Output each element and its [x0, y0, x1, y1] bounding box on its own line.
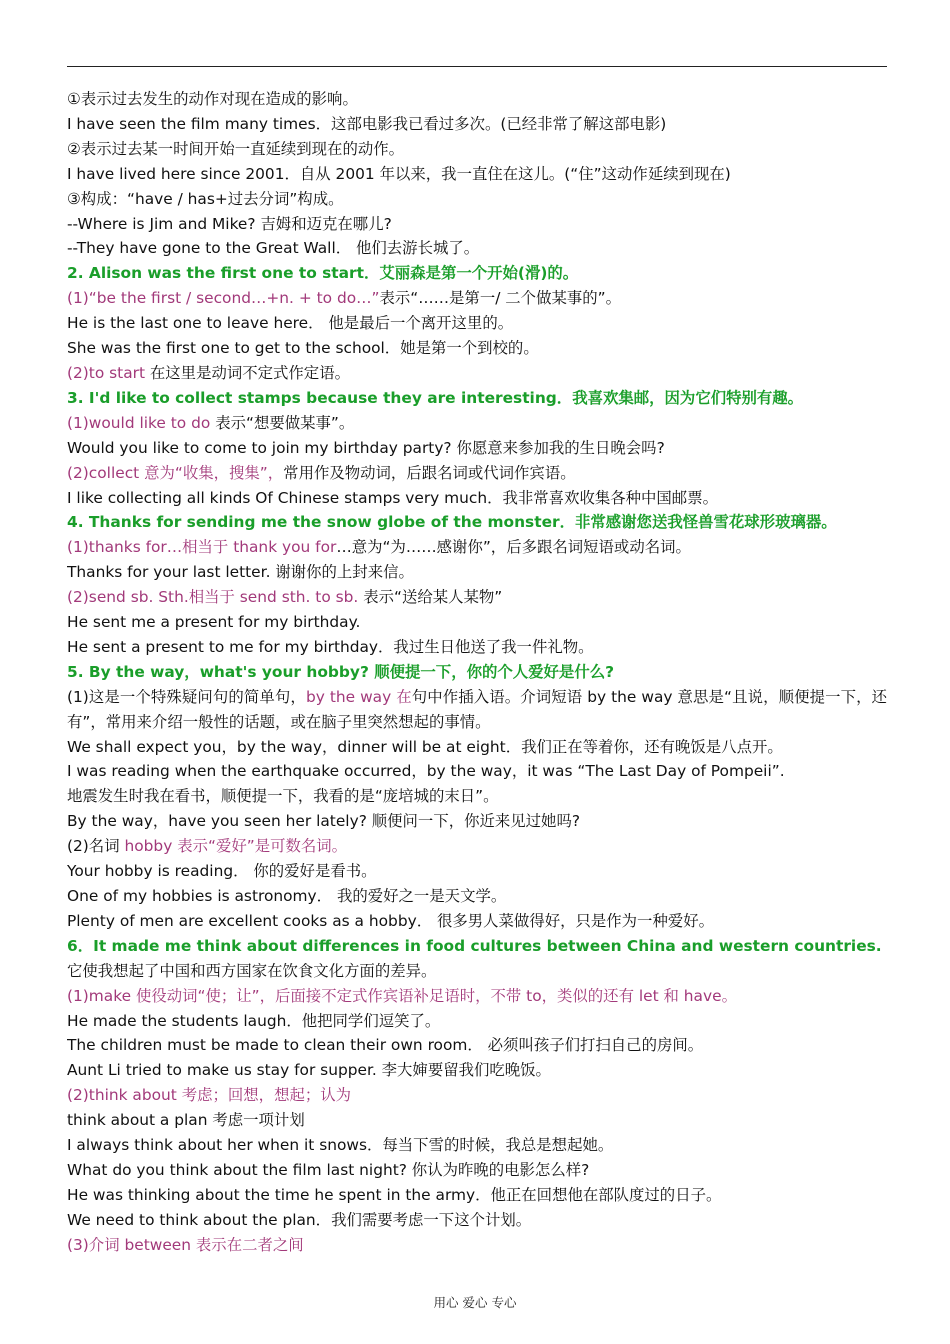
text-segment: The children must be made to clean their own room． 必须叫孩子们打扫自己的房间。	[67, 1036, 704, 1055]
text-line	[67, 1233, 887, 1258]
text-line	[67, 187, 887, 212]
text-segment: 5. By the way，what's your hobby? 顺便提一下，你的个人爱好是什么?	[67, 662, 615, 681]
text-line	[67, 336, 887, 361]
text-line	[67, 486, 887, 511]
text-line	[67, 236, 887, 261]
text-line	[67, 585, 887, 610]
text-line	[67, 784, 887, 809]
text-segment: Aunt Li tried to make us stay for supper. 李大婶要留我们吃晚饭。	[67, 1061, 551, 1080]
text-line	[67, 834, 887, 859]
text-segment: (1)thanks for…相当于 thank you for	[67, 538, 337, 557]
text-line	[67, 984, 887, 1009]
text-line	[67, 685, 887, 735]
text-segment: 表示“送给某人某物”	[358, 588, 503, 607]
text-line	[67, 635, 887, 660]
text-line	[67, 361, 887, 386]
text-segment: He sent a present to me for my birthday．我过生日他送了我一件礼物。	[67, 637, 594, 656]
text-segment: (2)collect 意为“收集，搜集”，	[67, 463, 284, 482]
text-segment: (1)这是一个特殊疑问句的简单句，	[67, 687, 306, 706]
text-line	[67, 1009, 887, 1034]
text-line	[67, 212, 887, 237]
text-segment: I always think about her when it snows．每当下雪的时候，我总是想起她。	[67, 1136, 614, 1155]
text-segment: He was thinking about the time he spent in the army．他正在回想他在部队度过的日子。	[67, 1185, 722, 1204]
text-segment: …意为“为……感谢你”，后多跟名词短语或动名词。	[336, 538, 691, 557]
text-line	[67, 461, 887, 486]
text-line	[67, 1208, 887, 1233]
text-segment: hobby 表示“爱好”是可数名词。	[124, 837, 348, 856]
text-segment: (2)to start	[67, 363, 145, 382]
text-line	[67, 759, 887, 784]
text-line	[67, 660, 887, 685]
text-line	[67, 162, 887, 187]
text-line	[67, 137, 887, 162]
text-line	[67, 959, 887, 984]
text-segment: ①表示过去发生的动作对现在造成的影响。	[67, 90, 358, 108]
text-segment: think about a plan 考虑一项计划	[67, 1111, 305, 1130]
text-segment: Your hobby is reading． 你的爱好是看书。	[67, 862, 377, 881]
text-segment: 它使我想起了中国和西方国家在饮食文化方面的差异。	[67, 961, 437, 980]
text-segment: He sent me a present for my birthday.	[67, 613, 361, 632]
text-line	[67, 261, 887, 286]
text-segment: I have seen the film many times．这部电影我已看过多次。(已经非常了解这部电影)	[67, 114, 667, 133]
text-segment: I was reading when the earthquake occurred，by the way，it was “The Last Day of Pompeii”.	[67, 762, 785, 781]
text-segment: By the way，have you seen her lately? 顺便问一下，你近来见过她吗?	[67, 812, 581, 831]
text-segment: 在这里是动词不定式作定语。	[145, 363, 350, 382]
text-segment: What do you think about the film last night? 你认为昨晚的电影怎么样?	[67, 1160, 590, 1179]
document-body	[67, 87, 887, 1258]
text-segment: 地震发生时我在看书，顺便提一下，我看的是“庞培城的末日”。	[67, 787, 499, 806]
text-segment: Plenty of men are excellent cooks as a hobby． 很多男人菜做得好，只是作为一种爱好。	[67, 911, 715, 930]
text-line	[67, 411, 887, 436]
text-line	[67, 809, 887, 834]
text-segment: (2)think about 考虑；回想，想起；认为	[67, 1086, 352, 1105]
text-segment: ③构成：“have / has+过去分词”构成。	[67, 189, 344, 208]
text-segment: (1)“be the first / second…+n. + to do…”	[67, 289, 380, 308]
text-segment: He made the students laugh．他把同学们逗笑了。	[67, 1011, 441, 1030]
text-line	[67, 1183, 887, 1208]
text-segment: by the way 在	[305, 687, 412, 706]
text-line	[67, 859, 887, 884]
text-segment: He is the last one to leave here． 他是最后一个离开这里的。	[67, 314, 514, 333]
text-segment: She was the first one to get to the school．她是第一个到校的。	[67, 339, 539, 358]
text-segment: (2)名词	[67, 837, 125, 856]
header-rule	[67, 66, 887, 67]
text-segment: 4. Thanks for sending me the snow globe of the monster．非常感谢您送我怪兽雪花球形玻璃器。	[67, 513, 837, 532]
text-line	[67, 934, 887, 959]
text-segment: 常用作及物动词，后跟名词或代词作宾语。	[283, 463, 576, 482]
text-segment: Would you like to come to join my birthday party? 你愿意来参加我的生日晚会吗?	[67, 438, 665, 457]
text-segment: ②表示过去某一时间开始一直延续到现在的动作。	[67, 139, 405, 158]
text-line	[67, 909, 887, 934]
text-line	[67, 560, 887, 585]
text-line	[67, 1083, 887, 1108]
text-line	[67, 735, 887, 760]
text-segment: 2. Alison was the first one to start．艾丽森是第一个开始(滑)的。	[67, 264, 579, 283]
text-segment: (2)send sb. Sth.相当于 send sth. to sb.	[67, 588, 359, 607]
text-line	[67, 87, 887, 112]
text-line	[67, 510, 887, 535]
page-footer: 用心 爱心 专心	[433, 1295, 517, 1310]
text-segment: We shall expect you，by the way，dinner will be at eight．我们正在等着你，还有晚饭是八点开。	[67, 737, 783, 756]
text-segment: 句中作插入语。介词短语 by the way 意思是“且说，顺便提一下，还有”，常用来介绍一般性的话题，或在脑子里突然想起的事情。	[67, 687, 887, 731]
text-line	[67, 1058, 887, 1083]
text-line	[67, 1033, 887, 1058]
text-line	[67, 884, 887, 909]
text-line	[67, 535, 887, 560]
text-line	[67, 386, 887, 411]
text-segment: Thanks for your last letter. 谢谢你的上封来信。	[67, 563, 414, 582]
text-segment: (1)would like to do	[67, 413, 211, 432]
text-line	[67, 610, 887, 635]
text-segment: 表示“……是第一/ 二个做某事的”。	[379, 289, 621, 308]
text-segment: We need to think about the plan．我们需要考虑一下这个计划。	[67, 1210, 532, 1229]
text-line	[67, 1133, 887, 1158]
text-segment: 3. I'd like to collect stamps because they are interesting．我喜欢集邮，因为它们特别有趣。	[67, 388, 804, 407]
text-segment: 6．It made me think about differences in food cultures between China and western countries.	[67, 936, 882, 955]
text-line	[67, 112, 887, 137]
text-line	[67, 1158, 887, 1183]
text-segment: 表示“想要做某事”。	[210, 413, 355, 432]
text-segment: --They have gone to the Great Wall． 他们去游长城了。	[67, 239, 480, 258]
text-line	[67, 286, 887, 311]
text-segment: One of my hobbies is astronomy． 我的爱好之一是天文学。	[67, 887, 507, 905]
text-segment: (1)make 使役动词“使；让”，后面接不定式作宾语补足语时，不带 to，类似的还有 let 和 have。	[67, 986, 737, 1005]
text-line	[67, 311, 887, 336]
text-segment: (3)介词 between 表示在二者之间	[67, 1235, 304, 1254]
text-segment: I like collecting all kinds Of Chinese stamps very much．我非常喜欢收集各种中国邮票。	[67, 488, 718, 507]
text-line	[67, 1108, 887, 1133]
text-segment: I have lived here since 2001．自从 2001 年以来，我一直住在这儿。(“住”这动作延续到现在)	[67, 164, 731, 183]
text-line	[67, 436, 887, 461]
text-segment: --Where is Jim and Mike? 吉姆和迈克在哪儿?	[67, 214, 392, 233]
